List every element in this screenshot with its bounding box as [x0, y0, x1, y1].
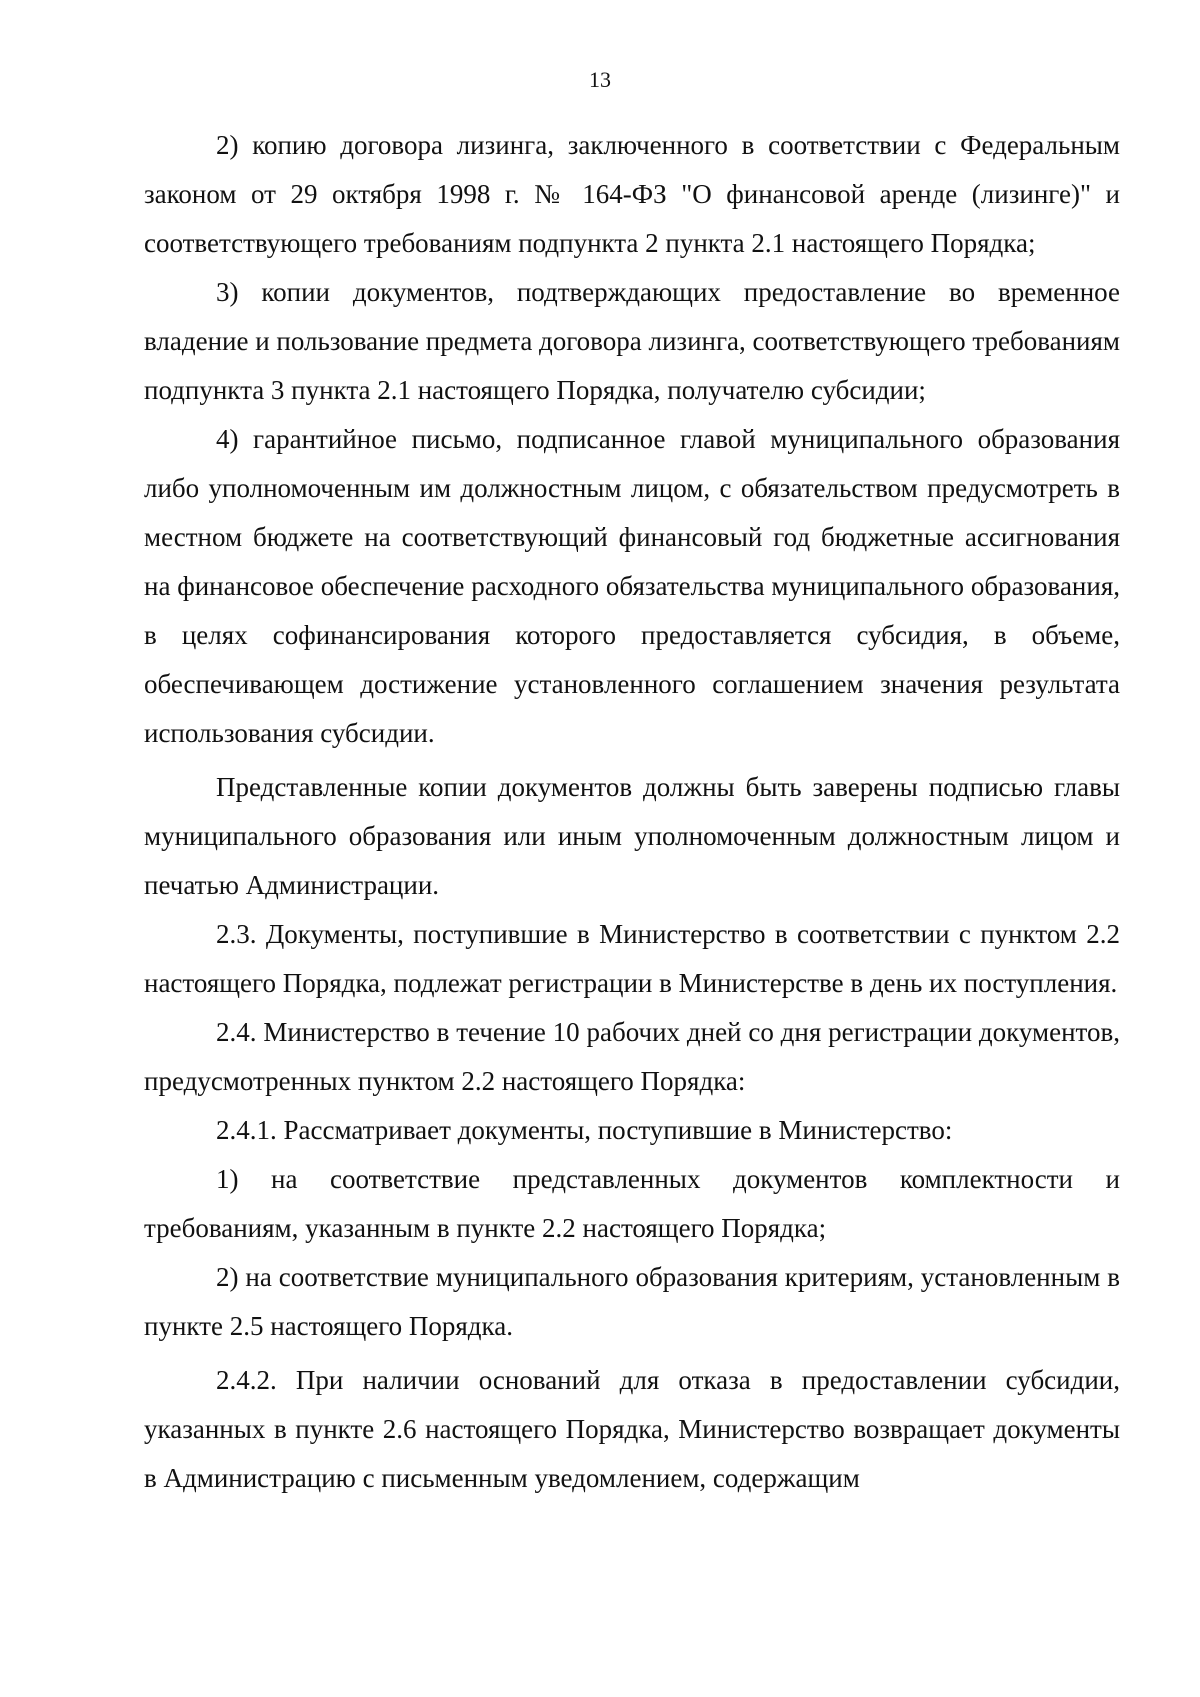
paragraph-check-criteria: 2) на соответствие муниципального образования критериям, установленным в пункте 2.5 настоящего Порядка.	[144, 1262, 1120, 1341]
paragraph-section-2-4-1: 2.4.1. Рассматривает документы, поступившие в Министерство:	[216, 1115, 953, 1145]
paragraph-lease-agreement-copy: 2) копию договора лизинга, заключенного в соответствии с Федеральным законом от 29 октября 1998 г. № 164-ФЗ "О финансовой аренде (лизинге)" и соответствующего требованиям подпункта 2 пункта 2.1 настоящего Порядка;	[144, 130, 1120, 258]
paragraph-section-2-4-2: 2.4.2. При наличии оснований для отказа в предоставлении субсидии, указанных в пункте 2.6 настоящего Порядка, Министерство возвращает документы в Администрацию с письменным уведомлением, содержащим	[144, 1365, 1120, 1493]
paragraph-check-completeness: 1) на соответствие представленных документов комплектности и требованиям, указанным в пункте 2.2 настоящего Порядка;	[144, 1164, 1120, 1243]
paragraph-copy-certification: Представленные копии документов должны быть заверены подписью главы муниципального образования или иным уполномоченным должностным лицом и печатью Администрации.	[144, 772, 1120, 900]
page-number: 13	[589, 67, 611, 92]
document-body	[144, 121, 1120, 1503]
paragraph-section-2-3: 2.3. Документы, поступившие в Министерство в соответствии с пунктом 2.2 настоящего Порядка, подлежат регистрации в Министерстве в день их поступления.	[144, 919, 1120, 998]
paragraph-section-2-4: 2.4. Министерство в течение 10 рабочих дней со дня регистрации документов, предусмотренных пунктом 2.2 настоящего Порядка:	[144, 1017, 1120, 1096]
paragraph-guarantee-letter: 4) гарантийное письмо, подписанное главой муниципального образования либо уполномоченным им должностным лицом, с обязательством предусмотреть в местном бюджете на соответствующий финансовый год бюджетные ассигнования на финансовое обеспечение расходного обязательства муниципального образования, в целях софинансирования которого предоставляется субсидия, в объеме, обеспечивающем достижение установленного соглашением значения результата использования субсидии.	[144, 424, 1120, 748]
paragraph-possession-documents: 3) копии документов, подтверждающих предоставление во временное владение и пользование предмета договора лизинга, соответствующего требованиям подпункта 3 пункта 2.1 настоящего Порядка, получателю субсидии;	[144, 277, 1120, 405]
